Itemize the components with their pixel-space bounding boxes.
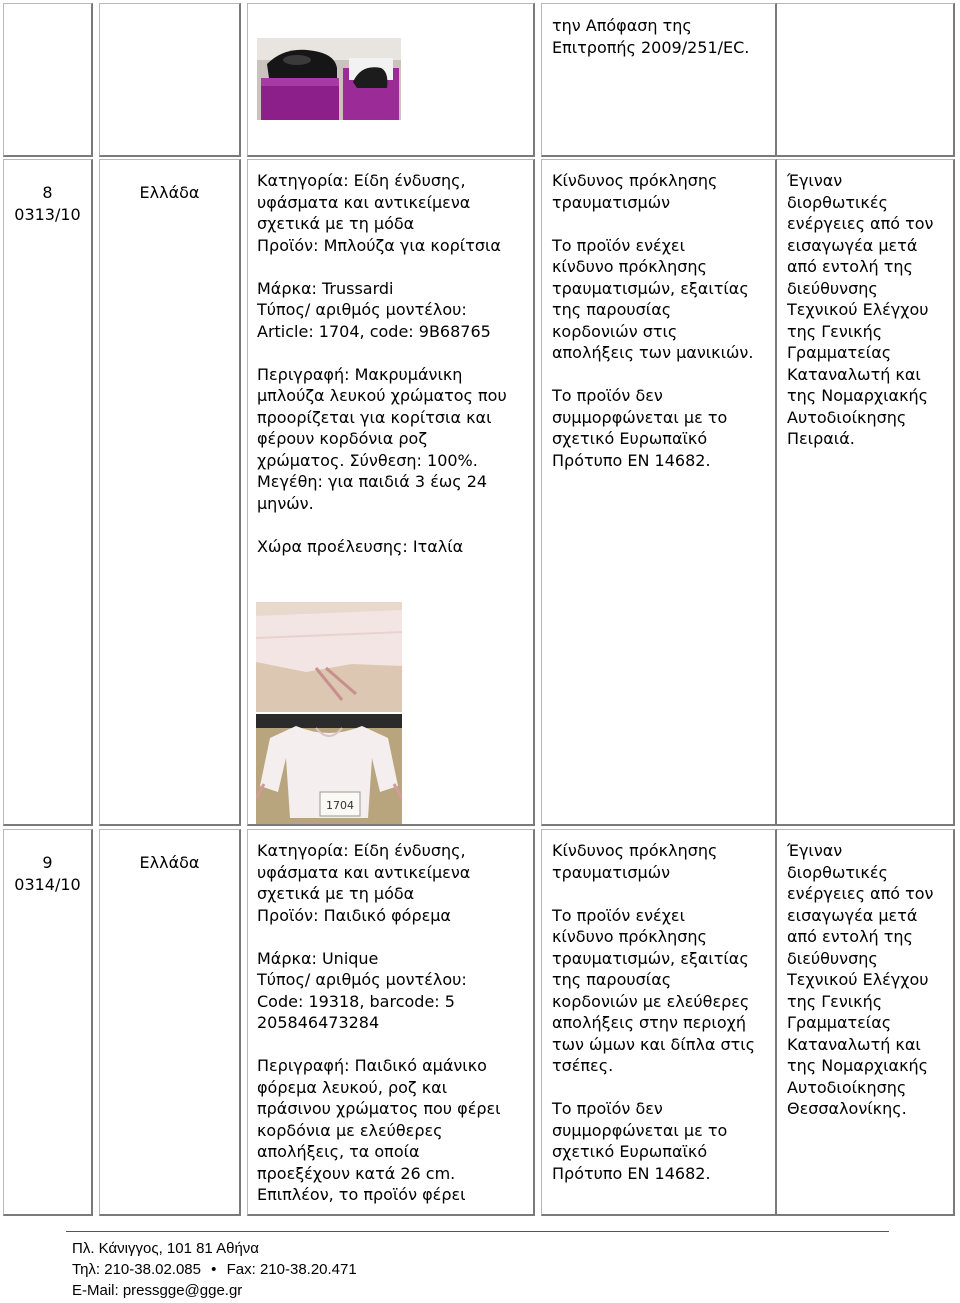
text-line: των ώμων και δίπλα στις [552, 1034, 756, 1054]
text-line: Article: 1704, code: 9B68765 [257, 321, 491, 341]
text-line: φόρεμα λευκού, ροζ και [257, 1077, 448, 1097]
text-line: Το προϊόν ενέχει [552, 905, 685, 925]
row9-col-risk [541, 829, 777, 1216]
text-line: μηνών. [257, 493, 314, 513]
text-line: πράσινου χρώματος που φέρει [257, 1099, 501, 1118]
footer-contacts [72, 1259, 357, 1280]
text-line: Μάρκα: Unique [257, 948, 379, 968]
text-line: σχετικό Ευρωπαϊκό [552, 429, 708, 448]
row-prev-col-product [247, 3, 535, 157]
text-line: Κατηγορία: Είδη ένδυσης, [257, 841, 466, 860]
row9-measures-text [787, 840, 953, 1120]
footer-email[interactable]: E-Mail: pressgge@gge.gr [72, 1282, 243, 1299]
text-line: Επιτροπής 2009/251/ΕC. [552, 37, 750, 57]
text-line: διορθωτικές [787, 192, 888, 212]
row8-country: Ελλάδα [139, 183, 200, 202]
text-line: υφάσματα και αντικείμενα [257, 192, 471, 212]
row-prev-col-country [99, 3, 241, 157]
row9-ref: 0314/10 [14, 874, 81, 894]
text-line: μπλούζα λευκού χρώματος που [257, 386, 507, 405]
text-line: Έγιναν [787, 171, 843, 190]
text-line: Τεχνικού Ελέγχου [787, 970, 929, 989]
text-line: κίνδυνο πρόκλησης [552, 257, 707, 276]
text-line: τραυματισμών [552, 862, 671, 882]
text-line: Γραμματείας [787, 343, 892, 362]
text-line: της Γενικής [787, 321, 883, 341]
text-line: τραυματισμών, εξαιτίας [552, 948, 749, 968]
text-line: συμμορφώνεται με το [552, 407, 728, 427]
text-line: Πειραιά. [787, 429, 855, 448]
row8-number: 8 [42, 183, 53, 202]
text-line: σχετικά με τη μόδα [257, 214, 415, 233]
row9-col-number [3, 829, 93, 1216]
row8-product-text [257, 170, 532, 557]
text-line: απολήξεις, τα οποία [257, 1142, 420, 1161]
text-line: Τεχνικού Ελέγχου [787, 300, 929, 319]
text-line: 205846473284 [257, 1013, 380, 1032]
text-line: Θεσσαλονίκης. [787, 1099, 907, 1118]
text-line: Μεγέθη: για παιδιά 3 έως 24 [257, 472, 488, 491]
text-line: σχετικό Ευρωπαϊκό [552, 1142, 708, 1161]
text-line: Περιγραφή: Παιδικό αμάνικο [257, 1056, 487, 1075]
text-line: προεξέχουν κατά 26 cm. [257, 1163, 456, 1183]
row9-col-product [247, 829, 535, 1216]
text-line: Κίνδυνος πρόκλησης [552, 171, 718, 190]
text-line: Το προϊόν ενέχει [552, 235, 685, 255]
text-line: Επιπλέον, το προϊόν φέρει [257, 1185, 466, 1204]
text-line: Χώρα προέλευσης: Ιταλία [257, 536, 464, 556]
text-line: Καταναλωτή και [787, 364, 921, 384]
text-line: από εντολή της [787, 927, 913, 946]
row-prev-col-risk [541, 3, 777, 157]
text-line: Τύπος/ αριθμός μοντέλου: [257, 300, 467, 319]
text-line: την Απόφαση της [552, 16, 692, 35]
row8-risk-text [552, 170, 774, 471]
row-prev-measures-text [552, 15, 749, 58]
text-line: προορίζεται για κορίτσια και [257, 407, 492, 427]
text-line: κορδόνια με ελεύθερες [257, 1120, 443, 1140]
text-line: Κίνδυνος πρόκλησης [552, 841, 718, 860]
text-line: Πρότυπο EN 14682. [552, 1163, 711, 1183]
footer-phone: Τηλ: 210-38.02.085 [72, 1261, 201, 1278]
text-line: απολήξεις των μανικιών. [552, 343, 754, 362]
text-line: ενέργειες από τον [787, 884, 934, 903]
text-line: της Γενικής [787, 991, 883, 1011]
shoes-photo [257, 38, 401, 120]
row8-col-measures [777, 159, 955, 826]
text-line: Αυτοδιοίκησης [787, 407, 907, 427]
text-line: χρώματος. Σύνθεση: 100%. [257, 450, 478, 470]
footer-address: Πλ. Κάνιγγος, 101 81 Αθήνα [72, 1240, 259, 1257]
footer-divider [66, 1231, 889, 1232]
text-line: Καταναλωτή και [787, 1034, 921, 1054]
text-line: τραυματισμών [552, 192, 671, 212]
text-line: Προϊόν: Μπλούζα για κορίτσια [257, 235, 501, 255]
text-line: της παρουσίας [552, 300, 672, 319]
text-line: της παρουσίας [552, 970, 672, 989]
text-line: Τύπος/ αριθμός μοντέλου: [257, 970, 467, 989]
row8-measures-text [787, 170, 953, 450]
photo-tag-label: 1704 [326, 799, 354, 812]
text-line: εισαγωγέα μετά [787, 235, 918, 255]
text-line: φέρουν κορδόνια ροζ [257, 429, 428, 448]
row8-col-country [99, 159, 241, 826]
row8-col-risk [541, 159, 777, 826]
text-line: κίνδυνο πρόκλησης [552, 927, 707, 946]
text-line: Περιγραφή: Μακρυμάνικη [257, 364, 463, 384]
text-line: Κατηγορία: Είδη ένδυσης, [257, 171, 466, 190]
row8-ref: 0313/10 [14, 204, 81, 224]
text-line: Αυτοδιοίκησης [787, 1077, 907, 1097]
text-line: Το προϊόν δεν [552, 386, 663, 405]
row-prev-col-measures [777, 3, 955, 157]
row9-risk-text [552, 840, 776, 1184]
row8-col-number [3, 159, 93, 826]
blouse-front-photo [256, 714, 402, 824]
text-line: τσέπες. [552, 1056, 614, 1075]
row-prev-col-number [3, 3, 93, 157]
text-line: σχετικά με τη μόδα [257, 884, 415, 903]
text-line: από εντολή της [787, 257, 913, 276]
footer-fax: Fax: 210-38.20.471 [226, 1261, 357, 1278]
text-line: ενέργειες από τον [787, 214, 934, 233]
text-line: διορθωτικές [787, 862, 888, 882]
text-line: τραυματισμών, εξαιτίας [552, 278, 749, 298]
text-line: Το προϊόν δεν [552, 1099, 663, 1118]
text-line: εισαγωγέα μετά [787, 905, 918, 925]
text-line: της Νομαρχιακής [787, 1056, 929, 1075]
text-line: Προϊόν: Παιδικό φόρεμα [257, 905, 451, 925]
text-line: Πρότυπο EN 14682. [552, 450, 711, 470]
text-line: κορδονιών με ελεύθερες [552, 991, 750, 1011]
text-line: Έγιναν [787, 841, 843, 860]
text-line: διεύθυνσης [787, 278, 878, 298]
bullet-icon: • [211, 1261, 217, 1278]
row8-col-product [247, 159, 535, 826]
row9-col-measures [777, 829, 955, 1216]
text-line: Μάρκα: Trussardi [257, 278, 394, 298]
row9-number: 9 [42, 853, 53, 872]
text-line: κορδονιών στις [552, 321, 678, 341]
text-line: της Νομαρχιακής [787, 386, 929, 405]
text-line: απολήξεις στην περιοχή [552, 1013, 746, 1032]
text-line: διεύθυνσης [787, 948, 878, 968]
row9-product-text [257, 840, 532, 1206]
row9-country: Ελλάδα [139, 853, 200, 872]
row9-col-country [99, 829, 241, 1216]
text-line: Γραμματείας [787, 1013, 892, 1032]
blouse-sleeve-photo [256, 602, 402, 712]
text-line: Code: 19318, barcode: 5 [257, 991, 455, 1011]
text-line: υφάσματα και αντικείμενα [257, 862, 471, 882]
text-line: συμμορφώνεται με το [552, 1120, 728, 1140]
